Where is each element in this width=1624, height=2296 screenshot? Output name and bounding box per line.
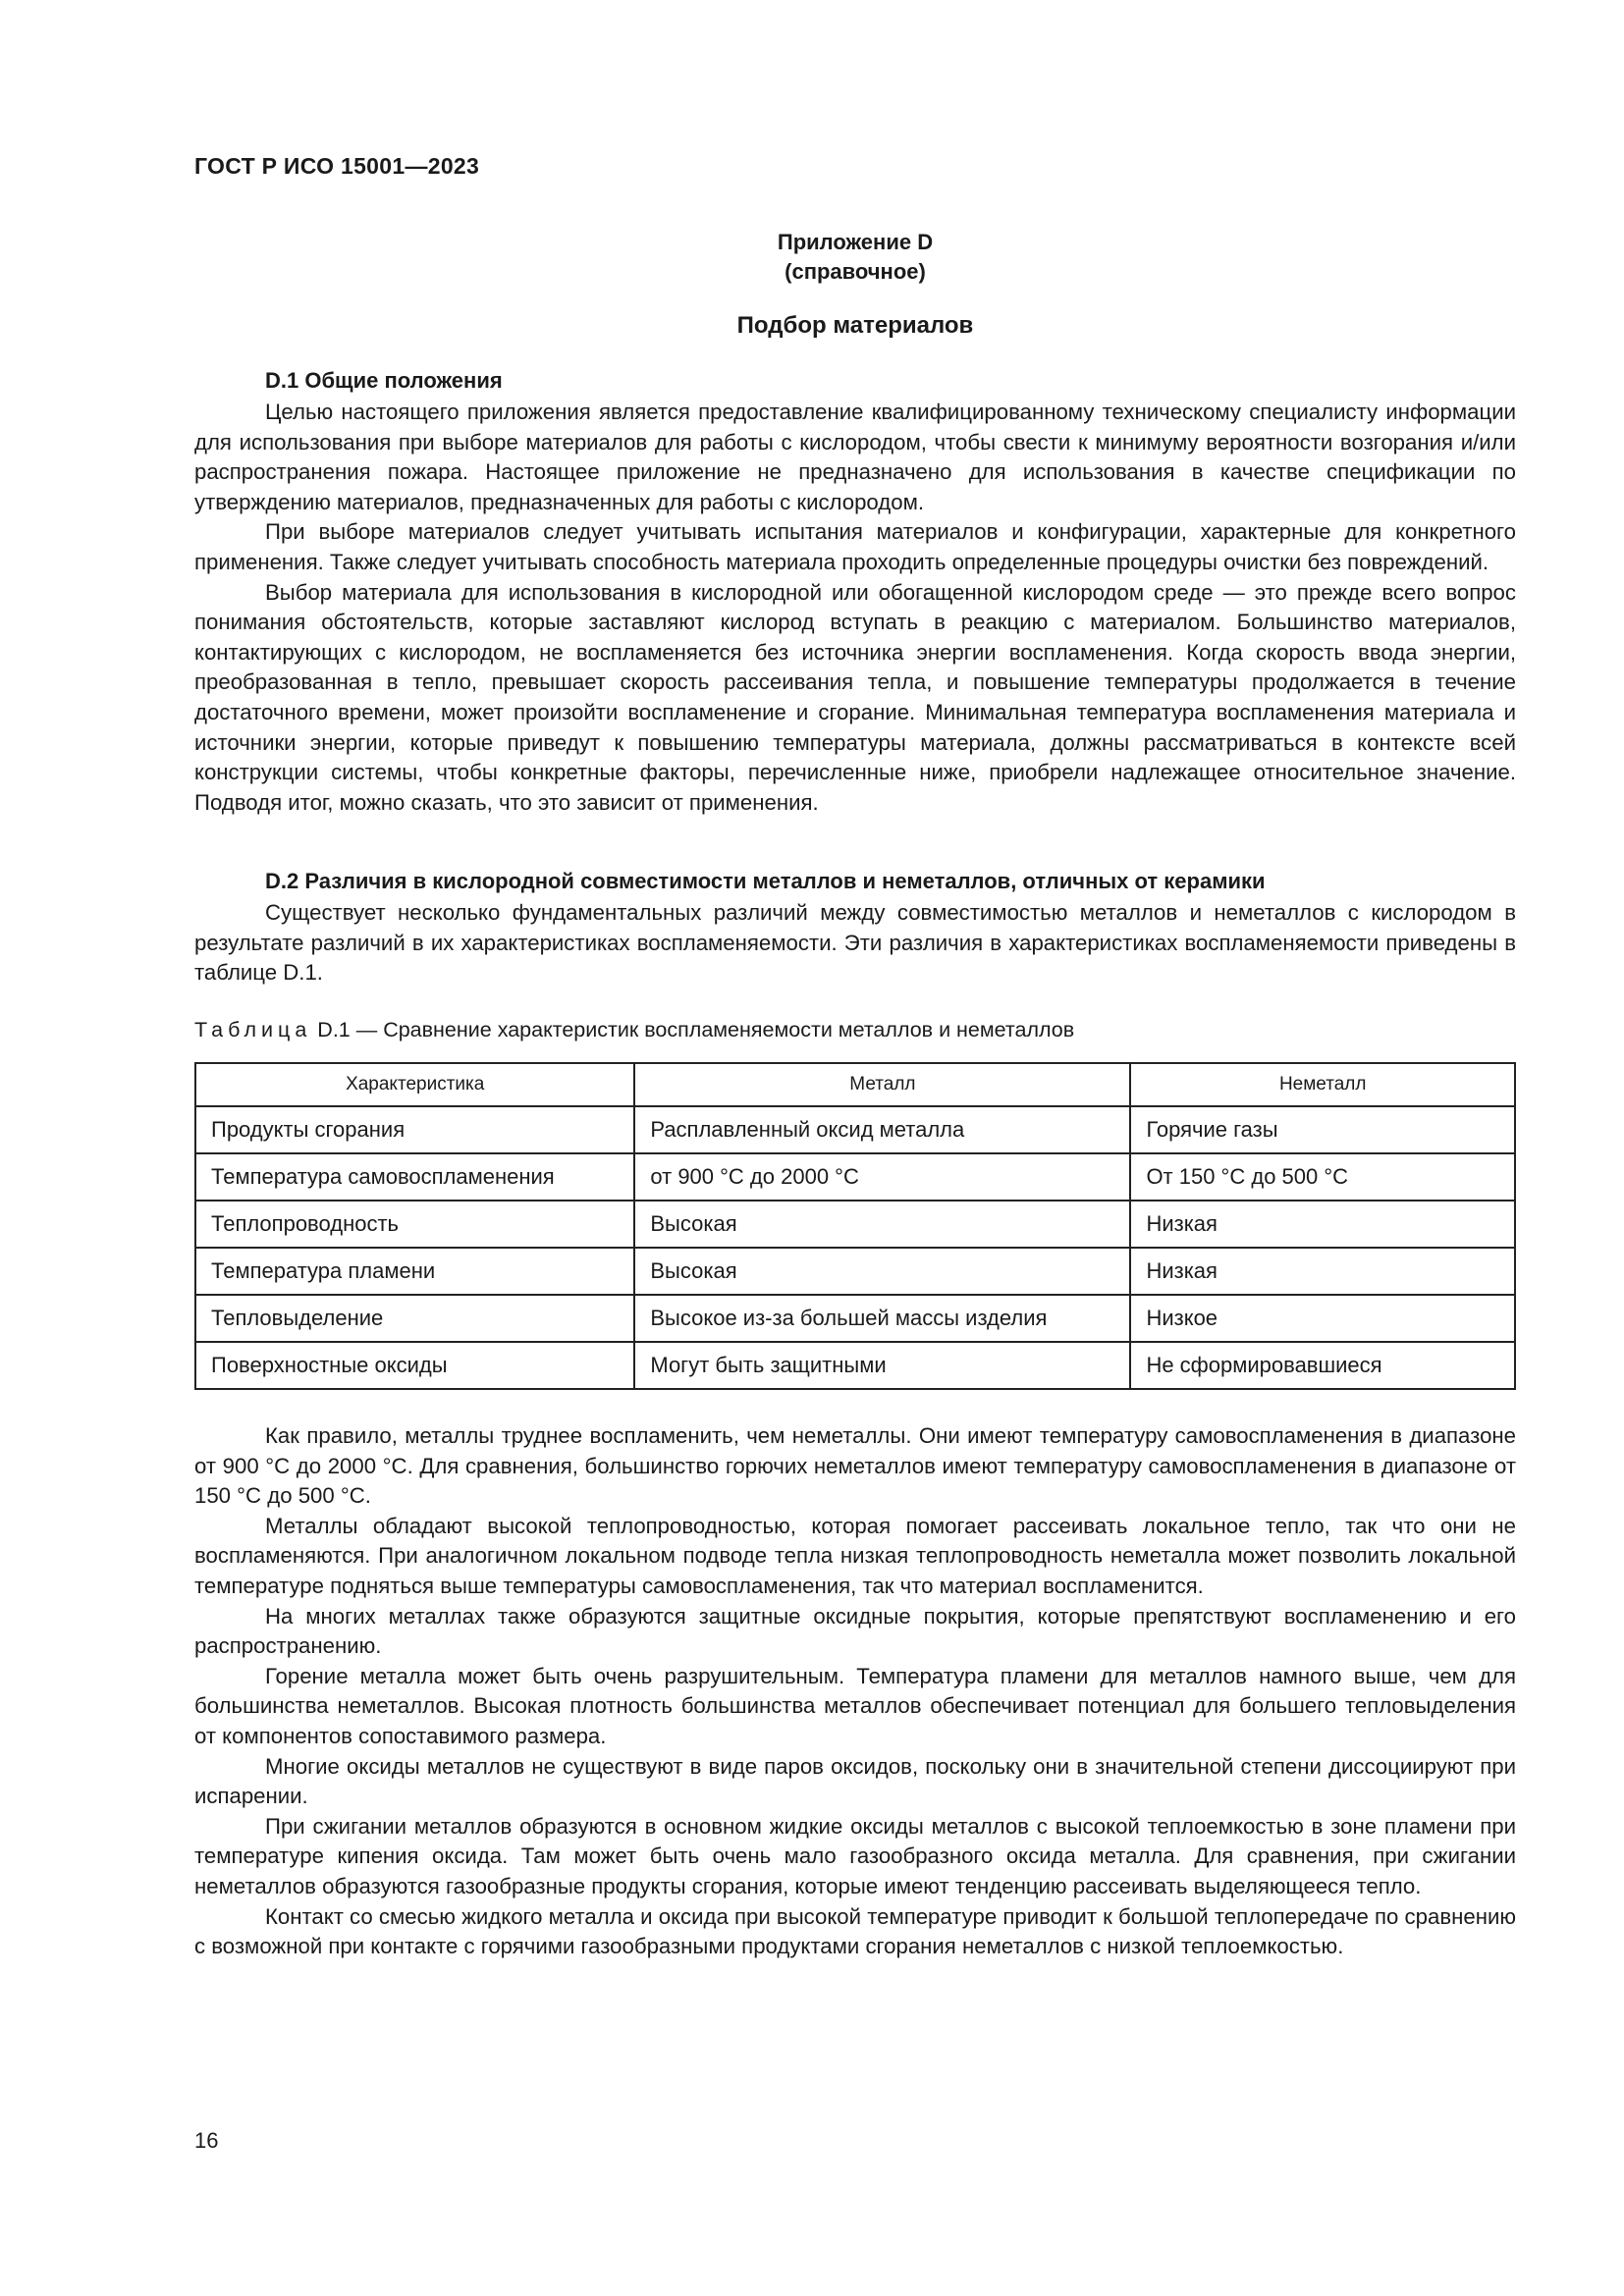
section-d2 — [194, 867, 1516, 988]
table-cell: Не сформировавшиеся — [1130, 1342, 1515, 1389]
table-header-row — [195, 1063, 1515, 1106]
table-cell: от 900 °С до 2000 °С — [634, 1153, 1130, 1201]
table-row — [195, 1153, 1515, 1201]
table-cell: Горячие газы — [1130, 1106, 1515, 1153]
table-cell: Высокое из-за большей массы изделия — [634, 1295, 1130, 1342]
table-caption-text: D.1 — Сравнение характеристик воспламеняемости металлов и неметаллов — [311, 1018, 1075, 1041]
paragraph: Контакт со смесью жидкого металла и оксида при высокой температуре приводит к большой теплопередаче по сравнению с возможной при контакте с горячими газообразными продуктами сгорания неметаллов с низкой теплоемкостью. — [194, 1903, 1516, 1959]
column-header: Металл — [634, 1063, 1130, 1106]
paragraph: Выбор материала для использования в кислородной или обогащенной кислородом среде — это прежде всего вопрос понимания обстоятельств, которые заставляют кислород вступать в реакцию с материалом. Большинство материалов, контактирующих с кислородом, не воспламеняется без источника энергии воспламенения. Когда скорость ввода энергии, преобразованная в тепло, превышает скорость рассеивания тепла, и повышение температуры продолжается в течение достаточного времени, может произойти воспламенение и сгорание. Минимальная температура воспламенения материала и источники энергии, которые приведут к повышению температуры материала, должны рассматриваться в контексте всей конструкции системы, чтобы конкретные факторы, перечисленные ниже, приобрели надлежащее относительное значение. Подводя итог, можно сказать, что это зависит от применения. — [194, 579, 1516, 815]
table-cell: Могут быть защитными — [634, 1342, 1130, 1389]
table-caption — [194, 1018, 1074, 1042]
comparison-table — [194, 1062, 1516, 1390]
section-title: Подбор материалов — [736, 312, 974, 339]
paragraph: Как правило, металлы труднее воспламенить, чем неметаллы. Они имеют температуру самовоспламенения в диапазоне от 900 °С до 2000 °С. Для сравнения, большинство горючих неметаллов имеют температуру самовоспламенения в диапазоне от 150 °С до 500 °С. — [194, 1423, 1516, 1509]
section-d2-heading: D.2 Различия в кислородной совместимости металлов и неметаллов, отличных от керамики — [265, 869, 1266, 893]
paragraph: На многих металлах также образуются защитные оксидные покрытия, которые препятствуют воспламенению и его распространению. — [194, 1603, 1516, 1659]
table-cell: Продукты сгорания — [195, 1106, 634, 1153]
table-cell: От 150 °С до 500 °С — [1130, 1153, 1515, 1201]
table-cell: Высокая — [634, 1201, 1130, 1248]
table-row — [195, 1342, 1515, 1389]
table-cell: Температура пламени — [195, 1248, 634, 1295]
paragraph: Целью настоящего приложения является предоставление квалифицированному техническому специалисту информации для использования при выборе материалов для работы с кислородом, чтобы свести к минимуму вероятности возгорания и/или распространения пожара. Настоящее приложение не предназначено для использования в качестве спецификации по утверждению материалов, предназначенных для работы с кислородом. — [194, 400, 1516, 514]
table-row — [195, 1248, 1515, 1295]
paragraph: Многие оксиды металлов не существуют в виде паров оксидов, поскольку они в значительной степени диссоциируют при испарении. — [194, 1753, 1516, 1809]
paragraph: Существует несколько фундаментальных различий между совместимостью металлов и неметаллов с кислородом в результате различий в их характеристиках воспламеняемости. Эти различия в характеристиках воспламеняемости приведены в таблице D.1. — [194, 900, 1516, 986]
column-header: Характеристика — [195, 1063, 634, 1106]
section-d1-heading: D.1 Общие положения — [265, 368, 503, 393]
table-row — [195, 1201, 1515, 1248]
table-cell: Поверхностные оксиды — [195, 1342, 634, 1389]
table-caption-prefix: Таблица — [194, 1018, 312, 1041]
table-cell: Температура самовоспламенения — [195, 1153, 634, 1201]
paragraph: Металлы обладают высокой теплопроводностью, которая помогает рассеивать локальное тепло, так что они не воспламеняются. При аналогичном локальном подводе тепла низкая теплопроводность неметалла может позволить локальной температуре подняться выше температуры самовоспламенения, так что материал воспламенится. — [194, 1513, 1516, 1598]
table-cell: Теплопроводность — [195, 1201, 634, 1248]
table-cell: Тепловыделение — [195, 1295, 634, 1342]
table-cell: Низкая — [1130, 1248, 1515, 1295]
page-number: 16 — [194, 2128, 219, 2153]
table-cell: Низкое — [1130, 1295, 1515, 1342]
table-cell: Расплавленный оксид металла — [634, 1106, 1130, 1153]
document-code: ГОСТ Р ИСО 15001—2023 — [194, 153, 480, 179]
table-row — [195, 1106, 1515, 1153]
table-row — [195, 1295, 1515, 1342]
paragraph: Горение металла может быть очень разрушительным. Температура пламени для металлов намного выше, чем для большинства неметаллов. Высокая плотность большинства металлов обеспечивает потенциал для большего тепловыделения от компонентов сопоставимого размера. — [194, 1663, 1516, 1748]
after-table-text — [194, 1421, 1516, 1962]
table-cell: Высокая — [634, 1248, 1130, 1295]
section-d1 — [194, 366, 1516, 818]
document-page — [194, 0, 1516, 2296]
appendix-title: Приложение D — [777, 230, 934, 254]
paragraph: При выборе материалов следует учитывать испытания материалов и конфигурации, характерные для конкретного применения. Также следует учитывать способность материала проходить определенные процедуры очистки без повреждений. — [194, 519, 1516, 574]
paragraph: При сжигании металлов образуются в основном жидкие оксиды металлов с высокой теплоемкостью в зоне пламени при температуре кипения оксида. Там может быть очень мало газообразного оксида металла. Для сравнения, при сжигании неметаллов образуются газообразные продукты сгорания, которые имеют тенденцию рассеивать выделяющееся тепло. — [194, 1813, 1516, 1898]
appendix-kind: (справочное) — [785, 259, 926, 284]
column-header: Неметалл — [1130, 1063, 1515, 1106]
table-cell: Низкая — [1130, 1201, 1515, 1248]
